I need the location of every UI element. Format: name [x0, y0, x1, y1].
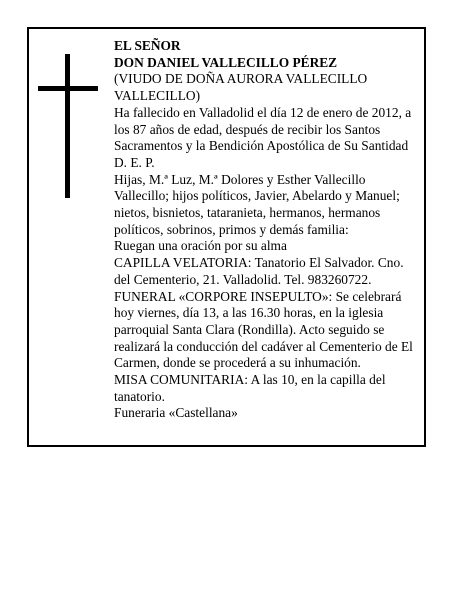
widower-note: (VIUDO DE DOÑA AURORA VALLECILLO VALLECILLO): [114, 71, 368, 104]
death-announcement: Ha fallecido en Valladolid el día 12 de enero de 2012, a los 87 años de edad, después de recibir los Santos Sacramentos y la Bendición Apostólica de Su Santidad D. E. P.: [114, 104, 412, 170]
prayer-request: Ruegan una oración por su alma: [114, 238, 287, 254]
funeral-home: Funeraria «Castellana»: [114, 405, 238, 421]
family-list: Hijas, M.ª Luz, M.ª Dolores y Esther Vallecillo Vallecillo; hijos políticos, Javier, Abelardo y Manuel; nietos, bisnietos, tataranieta, hermanos, hermanos políticos, sobrinos, primos y demás familia:: [114, 171, 400, 237]
obituary-text: [114, 38, 420, 422]
cross-horizontal-bar: [38, 86, 98, 91]
latin-cross-icon: [38, 54, 98, 198]
funeral-info: FUNERAL «CORPORE INSEPULTO»: Se celebrará hoy viernes, día 13, a las 16.30 horas, en la iglesia parroquial Santa Clara (Rondilla). Acto seguido se realizará la conducción del cadáver al Cementerio de El Carmen, donde se procederá a su inhumación.: [114, 288, 413, 371]
heading-title: EL SEÑOR: [114, 38, 181, 53]
deceased-name: DON DANIEL VALLECILLO PÉREZ: [114, 54, 338, 70]
mass-info: MISA COMUNITARIA: A las 10, en la capilla del tanatorio.: [114, 372, 386, 404]
chapel-info: CAPILLA VELATORIA: Tanatorio El Salvador. Cno. del Cementerio, 21. Valladolid. Tel. 983260722.: [114, 255, 404, 287]
cross-vertical-bar: [65, 54, 70, 198]
